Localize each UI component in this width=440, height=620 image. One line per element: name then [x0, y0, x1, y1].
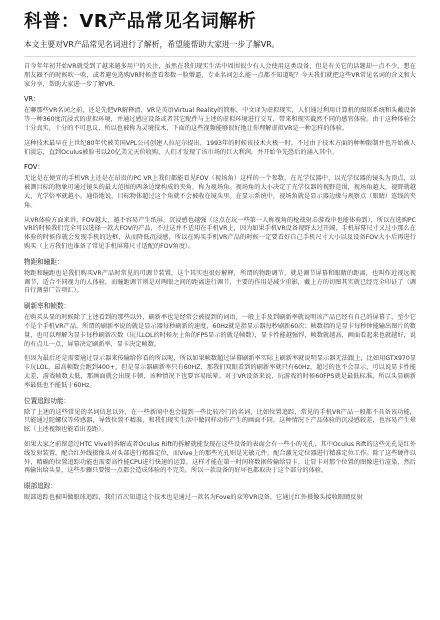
section-heading-refresh: 刷新率和帧数： — [24, 302, 71, 311]
article-title: 科普：VR产品常见名词解析 — [24, 11, 257, 32]
section-heading-eye: 眼部追踪： — [24, 482, 57, 491]
fov-paragraph-2: 从VR体验方面来讲，FOV越大，越不容易产生纸屏，沉浸感也越强（这点在玩一些第一人称视角的枪战射击游戏中也能体验到），所以在选购PC VR的时候我们完全可以选择一款大FOV的产品，不过这并不适用在手机VR上，因为如果手机VR设备视野太过开阔，手机屏幕尺寸又过小那么在体验的时候你就会发现手机的边框，从而降低沉浸感，所以在购买手机VR产品的时候一定要看好自己手机尺寸大小以及设备FOV大小后再进行购买（上方我们也谁备了常见手机屏幕尺寸适配的FOV角度）。 — [24, 216, 416, 250]
tracking-paragraph-2: 如果大家之前留意过HTC Vive的拆解或者Oculus Rift的拆解就能发现在这些设备的表面会有一些小的光孔，其中Oculus Rift的这些光孔是红外线发射装置，配合红外线摄像头对头部进行精准定位，而Vive上的那些光孔则是光敏元件，配合激光定位器进行精准定位工作。除了这些硬件以外，精确的位置追踪功能也需要高性能CPU进行快速的运算，这样才能在第一时间将数据传输给显卡，让显卡对那个位置的图像进行渲染，然后再输出给头显，这些步骤只要慢一点都会造成体验的不完美，所以一款设备的好坏也都取决于这个部分的体验。 — [24, 440, 416, 475]
section-heading-fov: FOV： — [24, 163, 44, 172]
eye-paragraph-1: 眼部追踪也被叫做眼球追踪，我们首次知道这个技术也是通过一款名为Fove的众筹VR设备，它通过红外摄像头接收眼睛反射 — [24, 494, 363, 502]
refresh-paragraph-1: 在购买头显的时候除了上述看到的那些以外，刷新率也是经常会被提到的词语，一般上手及到刷新率就说明该产品已经有自己的屏幕了，至少它不是个手机VR产品，所谓的刷新率说的就是显示器每秒刷新的速度，60Hz就是指显示器每秒刷新60次；帧数指的是显卡每秒钟能输出图片的数量，也可以理解为显卡每秒刷新次数（玩儿LOL的时候左上角的FPS显示的就是帧数），显卡性能越强悍，帧数就越高，画面看起来也就越好，说的有点儿一点，屏幕决定刷新率，显卡决定帧数。 — [24, 314, 416, 348]
vr-paragraph-1: 在聊那些VR名词之前，还是先把VR解释清，VR是英语Virtual Reality的简称，中文译为虚拟现实，人们通过利用计算机的图形系统和头戴设备等一种360度沉浸式的虚拟环境，并通过感应设备或者其它配件与上述的虚拟环境进行交互，带来和现实截然不同的感官体验。由于这种体验会十分真实，十分的不可思议，所以也被称为灵境技术，下面的这些视频能够很好地让你理解虚拟VR是一种怎样的体验。 — [24, 107, 416, 132]
fov-paragraph-1: 无论是在便宜的手机VR上还是在昂贵的PC VR上我们都能看见FOV（视场角）这样的一个参数，在光学仪器中，以光学仪器的镜头为顶点，以被测目标的物象可通过镜头的最大范围的两条边缘构成的夹角，称为视场角。视场角的大小决定了光学仪器的视野范围，视场角越大，视野就越大，光学倍率就越小。通俗地说，目标物体超过这个角就不会被收在镜头里。在显示系统中，视场角就是显示器边缘与观察点（眼睛）连线的夹角。 — [24, 175, 416, 209]
tracking-paragraph-1: 除了上述的这些常见的名词信息以外，在一些新闻中也会提到一些比较冷门的名词，比如位置追踪，常见的手机VR产品一般都不具备该功能，只能通过陀螺仪等传感器，导致位置不精准，和我们现实生活中做同样动作产生的画面不同，这种情况下产品体验的沉浸感较差，也容易产生晕眩（上述视频也能看出差距）。 — [24, 408, 416, 434]
lead-paragraph: 自今年年初开始VR就受到了越来越多用户的关注，虽然在我们现实生活中周围很少有人会使用这类设备，但是有关它的话题却一点不少，想在朋友圈不的时候吹一吹，或者避免选购VR时候查看参数一脸懵逼，专业名词怎么能一点都不知道呢？今天我们就把这些VR常见名词的含义和大家分享，帮助大家进一步了解VR。 — [24, 63, 416, 88]
refresh-paragraph-2: 但因为最后还是需要通过显示器来传输给你看的所以呢，所以如果帧数超过屏幕刷新率实际上刷新率就说明显示器无法跟上，比如用GTX970显卡玩LOL，最高帧数会跑到400+，但是显示器刷新率只有60HZ，那我们双眼看到的刷新率就只有60Hz，超过的也不会显示，可以说显卡性能太差，游戏帧数太低，那画面就会出现卡顿，该种情况下也要容易眩晕。对于VR设备来说，玩游戏的时候60FPS就是最低标准，所以头显刷新率最低也不能低于60Hz。 — [24, 355, 416, 389]
vr-paragraph-2: 这种技术最早在上世纪80年代被美国VPL公司创建人拉尼尔提出，1993年的时候该技术火极一时，不过由于技术方面的种种限制并也开始被人们淡忘，直到Oculus被脸书以20亿美元天价收购，人们才发现了该市场的巨大利润，并开始争先恐后的涌入其中。 — [24, 139, 416, 156]
distance-paragraph-1: 物距和瞳距也是我们购买VR产品时常见的可调节装置，这个其实也很好解释，所谓的物距调节，就是调节屏幕和眼睛的距离，也叫作近视远视调节，适合不同视力的人体验，而瞳距调节则是对两眼之间的距离进行调节，主要的作用是减少重影，戴上方的切图其实就已经完全印证了（调自行测量广告项汇）。 — [24, 269, 416, 295]
section-heading-distance: 物距和瞳距： — [24, 257, 64, 266]
section-heading-tracking: 位置追踪功能： — [24, 396, 71, 405]
section-heading-vr: VR： — [24, 95, 40, 104]
article-intro: 本文主要对VR产品常见名词进行了解析，希望能帮助大家进一步了解VR。 — [24, 40, 416, 57]
